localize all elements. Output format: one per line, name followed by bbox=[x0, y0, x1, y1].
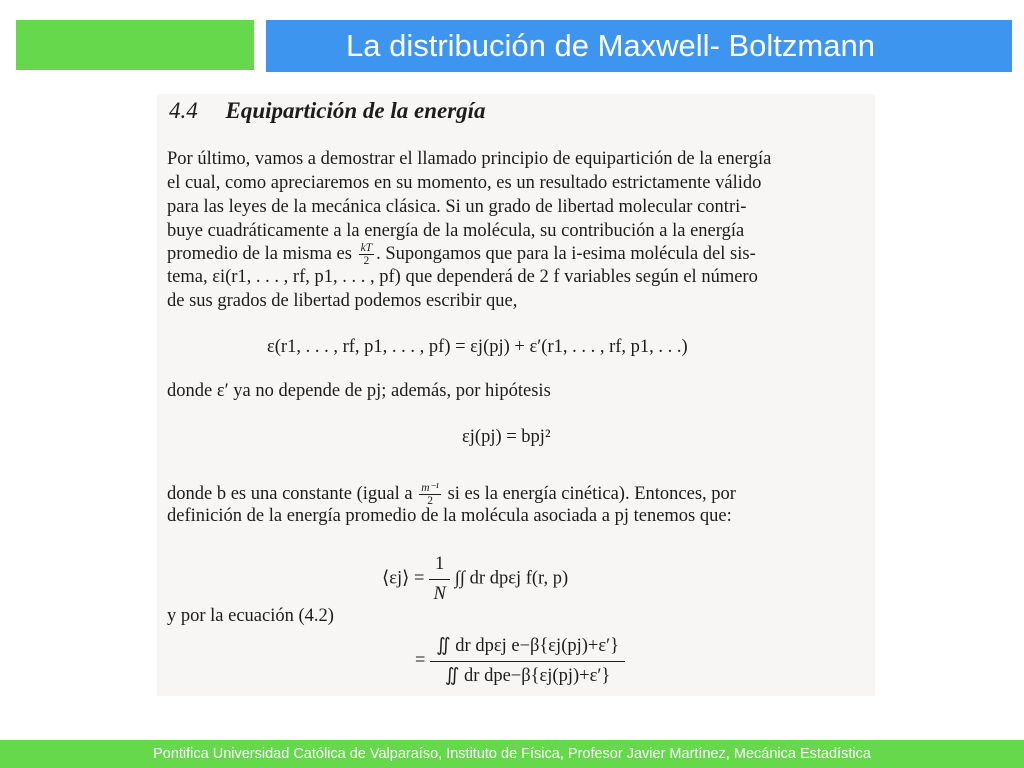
footer-text: Pontifica Universidad Católica de Valparaíso, Instituto de Física, Profesor Javier Martínez, Mecánica Estadística bbox=[153, 746, 871, 762]
equation-energy-decomposition: ε(r1, . . . , rf, p1, . . . , pf) = εj(pj) + ε′(r1, . . . , rf, p1, . . .) bbox=[267, 337, 688, 357]
paragraph-ecuacion: y por la ecuación (4.2) bbox=[167, 606, 334, 626]
boltzmann-fraction: $\frac{\text{∬ dr dpεj e−β\{εj(pj)+ε′\}}}{\text{∬ dr dpe−β\{εj(pj)+ε′\}}}$ bbox=[430, 634, 625, 689]
equation-boltzmann-average: = $\frac{\text{∬ dr dpεj e−β\{εj(pj)+ε′\}}}{\text{∬ dr dpe−β\{εj(pj)+ε′\}}}$ bbox=[415, 634, 625, 689]
paragraph-donde-2: donde b es una constante (igual a $\frac{\text{m⁻¹}}{2}$ si es la energía cinética). Entonces, por bbox=[167, 482, 736, 508]
section-number: 4.4 bbox=[169, 98, 198, 123]
mass-fraction: $\frac{\text{m⁻¹}}{2}$ bbox=[421, 482, 439, 508]
paragraph-line-5: promedio de la misma es $\frac{kT}{2}$ . Supongamos que para la i-esima molécula del sis- bbox=[167, 242, 756, 268]
paragraph-line-1: Por último, vamos a demostrar el llamado principio de equipartición de la energía bbox=[167, 149, 772, 169]
paragraph-line-6: tema, εi(r1, . . . , rf, p1, . . . , pf) que dependerá de 2 f variables según el número bbox=[167, 267, 758, 287]
section-title: Equipartición de la energía bbox=[225, 98, 486, 123]
equation-quadratic-energy: εj(pj) = bpj² bbox=[462, 427, 551, 447]
equation-average-energy: ⟨εj⟩ = $\frac{1}{N}$ ∫∫ dr dpεj f(r, p) bbox=[382, 552, 568, 607]
slide-title: La distribución de Maxwell- Boltzmann bbox=[346, 28, 875, 63]
paragraph-line-7: de sus grados de libertad podemos escribir que, bbox=[167, 291, 518, 311]
section-heading bbox=[169, 98, 486, 124]
scanned-book-page bbox=[157, 94, 875, 696]
paragraph-donde-1: donde ε′ ya no depende de pj; además, por hipótesis bbox=[167, 381, 551, 401]
paragraph-line-3: para las leyes de la mecánica clásica. Si un grado de libertad molecular contri- bbox=[167, 197, 747, 217]
title-bar bbox=[266, 20, 1012, 72]
header-accent-block bbox=[16, 20, 254, 70]
footer-bar bbox=[0, 740, 1024, 768]
paragraph-line-2: el cual, como apreciaremos en su momento, es un resultado estrictamente válido bbox=[167, 173, 762, 193]
one-over-n-fraction: $\frac{1}{N}$ bbox=[429, 552, 450, 607]
paragraph-line-4: buye cuadráticamente a la energía de la molécula, su contribución a la energía bbox=[167, 221, 745, 241]
kt-fraction: $\frac{kT}{2}$ bbox=[360, 242, 373, 268]
paragraph-definicion: definición de la energía promedio de la molécula asociada a pj tenemos que: bbox=[167, 506, 732, 526]
